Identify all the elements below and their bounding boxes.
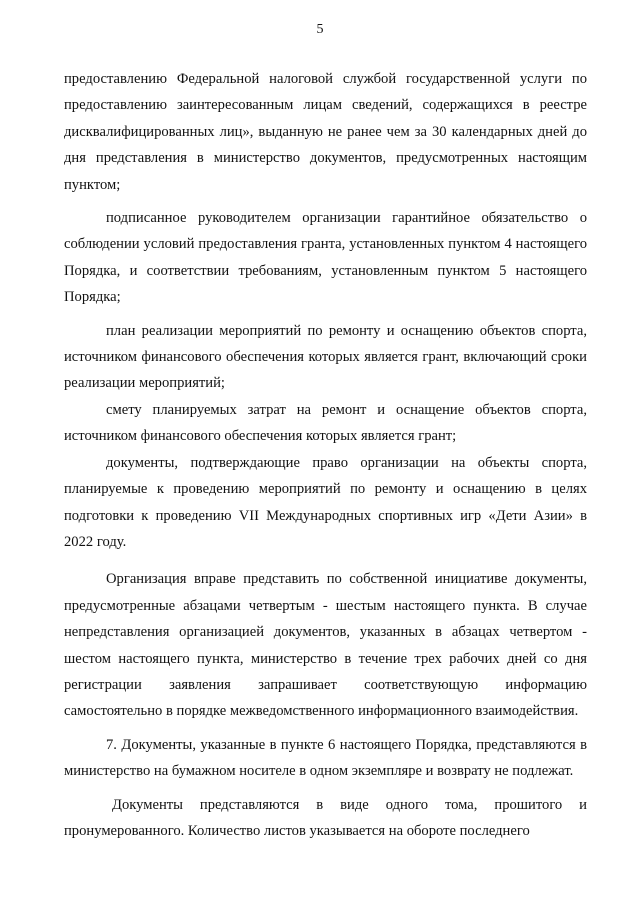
paragraph-implementation-plan: план реализации мероприятий по ремонту и оснащению объектов спорта, источником финансового обеспечения которых является грант, включающий сроки реализации мероприятий;: [64, 322, 587, 392]
paragraph-volume-binding: Документы представляются в виде одного тома, прошитого и пронумерованного. Количество листов указывается на обороте последнего: [64, 796, 587, 839]
paragraph-continuation: предоставлению Федеральной налоговой службой государственной услуги по предоставлению заинтересованным лицам сведений, содержащихся в реестре дисквалифицированных лиц», выданную не ранее чем за 30 календарных дней до дня представления в министерство документов, предусмотренных настоящим пунктом;: [64, 71, 587, 193]
paragraph-guarantee-obligation: подписанное руководителем организации гарантийное обязательство о соблюдении условий предоставления гранта, установленных пунктом 4 настоящего Порядка, и соответствии требованиям, установленным пунктом 5 настоящего Порядка;: [64, 210, 587, 306]
page-number: 5: [316, 22, 324, 37]
paragraph-ownership-documents: документы, подтверждающие право организации на объекты спорта, планируемые к проведению мероприятий по ремонту и оснащению в целях подготовки к проведению VII Международных спортивных игр «Дети Азии» в 2022 году.: [64, 454, 587, 550]
paragraph-cost-estimate: смету планируемых затрат на ремонт и оснащение объектов спорта, источником финансового обеспечения которых является грант;: [64, 401, 587, 445]
paragraph-optional-documents: Организация вправе представить по собственной инициативе документы, предусмотренные абзацами четвертым - шестым настоящего пункта. В случае непредставления организацией документов, указанных в абзацах четвертом - шестом настоящего пункта, министерство в течение трех рабочих дней со дня регистрации заявления запрашивает соответствующую информацию самостоятельно в порядке межведомственного информационного взаимодействия.: [64, 571, 587, 720]
paragraph-item-7: 7. Документы, указанные в пункте 6 настоящего Порядка, представляются в министерство на бумажном носителе в одном экземпляре и возврату не подлежат.: [64, 736, 587, 780]
document-body: [64, 66, 587, 844]
